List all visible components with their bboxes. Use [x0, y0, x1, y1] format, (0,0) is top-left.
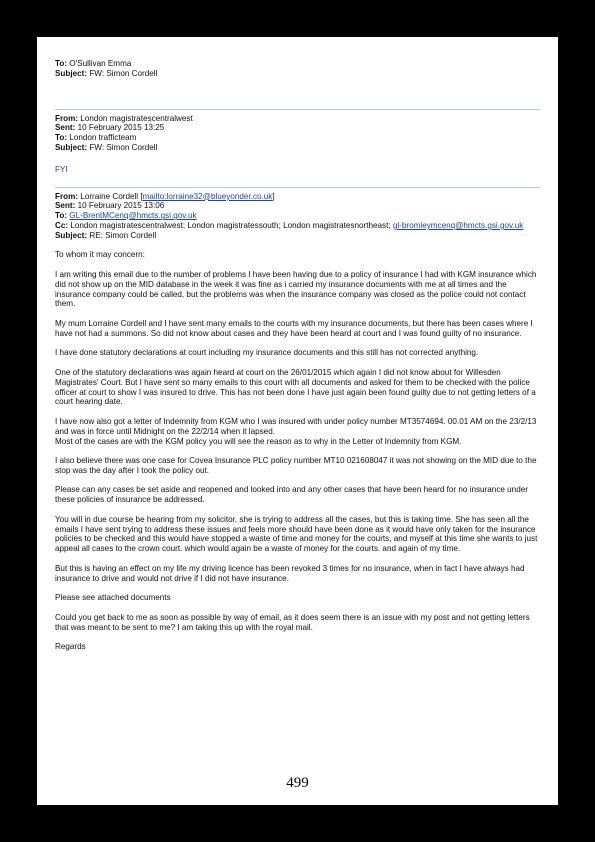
- to-label: To:: [55, 211, 68, 221]
- body-paragraph: I have done statutory declarations at court including my insurance documents and this still has not corrected anything.: [55, 348, 479, 358]
- subject-value: RE: Simon Cordell: [89, 230, 157, 240]
- cc-value: London magistratescentralwest; London magistratessouth; London magistratesnortheast;: [70, 220, 393, 230]
- subject-label: Subject:: [55, 68, 88, 78]
- body-paragraph: I have now also got a letter of Indemnity from KGM who I was insured with under policy number MT3574694. 00.01 AM on the 23/2/13 and was in force until Midnight on the 22/2/14 when it lapsed.: [55, 416, 537, 436]
- to-value: London trafficteam: [69, 133, 137, 143]
- body-paragraph: But this is having an effect on my life my driving licence has been revoked 3 times for no insurance, when in fact I have always had insurance to drive and would not drive if I did not have insurance.: [55, 563, 525, 583]
- body-paragraph: Most of the cases are with the KGM policy you will see the reason as to why in the Letter of Indemnity from KGM.: [55, 436, 462, 446]
- body-paragraph: Could you get back to me as soon as possible by way of email, as it does seem there is an issue with my post and not getting letters that was meant to be sent to me? I am taking this up with the royal mail.: [55, 612, 530, 632]
- sign-off: Regards: [55, 642, 86, 652]
- subject-label: Subject:: [55, 142, 88, 152]
- sent-label: Sent:: [55, 201, 76, 211]
- body-paragraph: Please see attached documents: [55, 593, 171, 603]
- body-paragraph: You will in due course be hearing from my solicitor, she is trying to address all the cases, but this is taking time. She has seen all the emails I have sent trying to address these issues and feels more should have been done as it would have only taken for the insurance policies to be checked and this would have stopped a waste of time and money for the courts, and myself at this time she wants to just appeal all cases to the crown court. which would again be a waste of money for the courts. and again of my time.: [55, 514, 538, 554]
- page-number: 499: [286, 775, 309, 791]
- cc-email-link[interactable]: gl-bromleymcenq@hmcts.gsi.gov.uk: [392, 220, 524, 230]
- to-label: To:: [55, 59, 68, 68]
- body-paragraph: Please can any cases be set aside and reopened and looked into and any other cases that have been heard for no insurance under these policies of insurance be addressed.: [55, 485, 528, 505]
- cc-label: Cc:: [55, 220, 69, 230]
- header-block-2: [55, 114, 540, 153]
- email-body: [55, 250, 540, 652]
- greeting: To whom it may concern:: [55, 250, 145, 260]
- from-value: London magistratescentralwest: [80, 113, 193, 123]
- sent-value: 10 February 2015 13:25: [77, 123, 165, 133]
- from-label: From:: [55, 113, 79, 123]
- from-label: From:: [55, 191, 79, 201]
- to-label: To:: [55, 133, 68, 143]
- header-block-3: [55, 192, 540, 241]
- to-value: O'Sullivan Emma: [69, 59, 132, 68]
- divider: [55, 109, 540, 110]
- from-value: Lorraine Cordell [: [80, 191, 143, 201]
- body-paragraph: One of the statutory declarations was again heard at court on the 26/01/2015 which again I did not know about for Willesden Magistrates' Court. But I have sent so many emails to this court with all documents and asked for them to be checked with the police officer at court to show I was insured to drive. This has not been done I have just again been found guilty due to not getting letters of a court hearing date.: [55, 367, 536, 407]
- subject-label: Subject:: [55, 230, 88, 240]
- body-paragraph: I am writing this email due to the number of problems I have been having due to a policy of insurance I had with KGM insurance which did not show up on the MID database in the week it was fine as i carried my insurance documents with me at all times and the insurance company could be called, but the problems was when the insurance company was closed as the police could not contact them.: [55, 269, 537, 309]
- from-email-link[interactable]: mailto:lorraine32@blueyonder.co.uk: [142, 191, 273, 201]
- body-paragraph: My mum Lorraine Cordell and I have sent many emails to the courts with my insurance documents, but there has been cases where I have not had a summons. So did not know about cases and they have been heard at court and I was found guilty of no insurance.: [55, 318, 533, 338]
- header-block-1: [55, 59, 540, 79]
- sent-label: Sent:: [55, 123, 76, 133]
- sent-value: 10 February 2015 13:06: [77, 201, 165, 211]
- document-page: [37, 37, 558, 805]
- divider: [55, 187, 540, 188]
- subject-value: FW: Simon Cordell: [89, 142, 158, 152]
- to-email-link[interactable]: GL-BrentMCenq@hmcts.gsi.gov.uk: [69, 211, 197, 221]
- from-close: ]: [272, 191, 275, 201]
- subject-value: FW: Simon Cordell: [89, 68, 158, 78]
- body-paragraph: I also believe there was one case for Covea Insurance PLC policy number MT10 021608047 it was not showing on the MID due to the stop was the day after I took the policy out.: [55, 456, 537, 475]
- fyi-note: FYI: [55, 164, 68, 174]
